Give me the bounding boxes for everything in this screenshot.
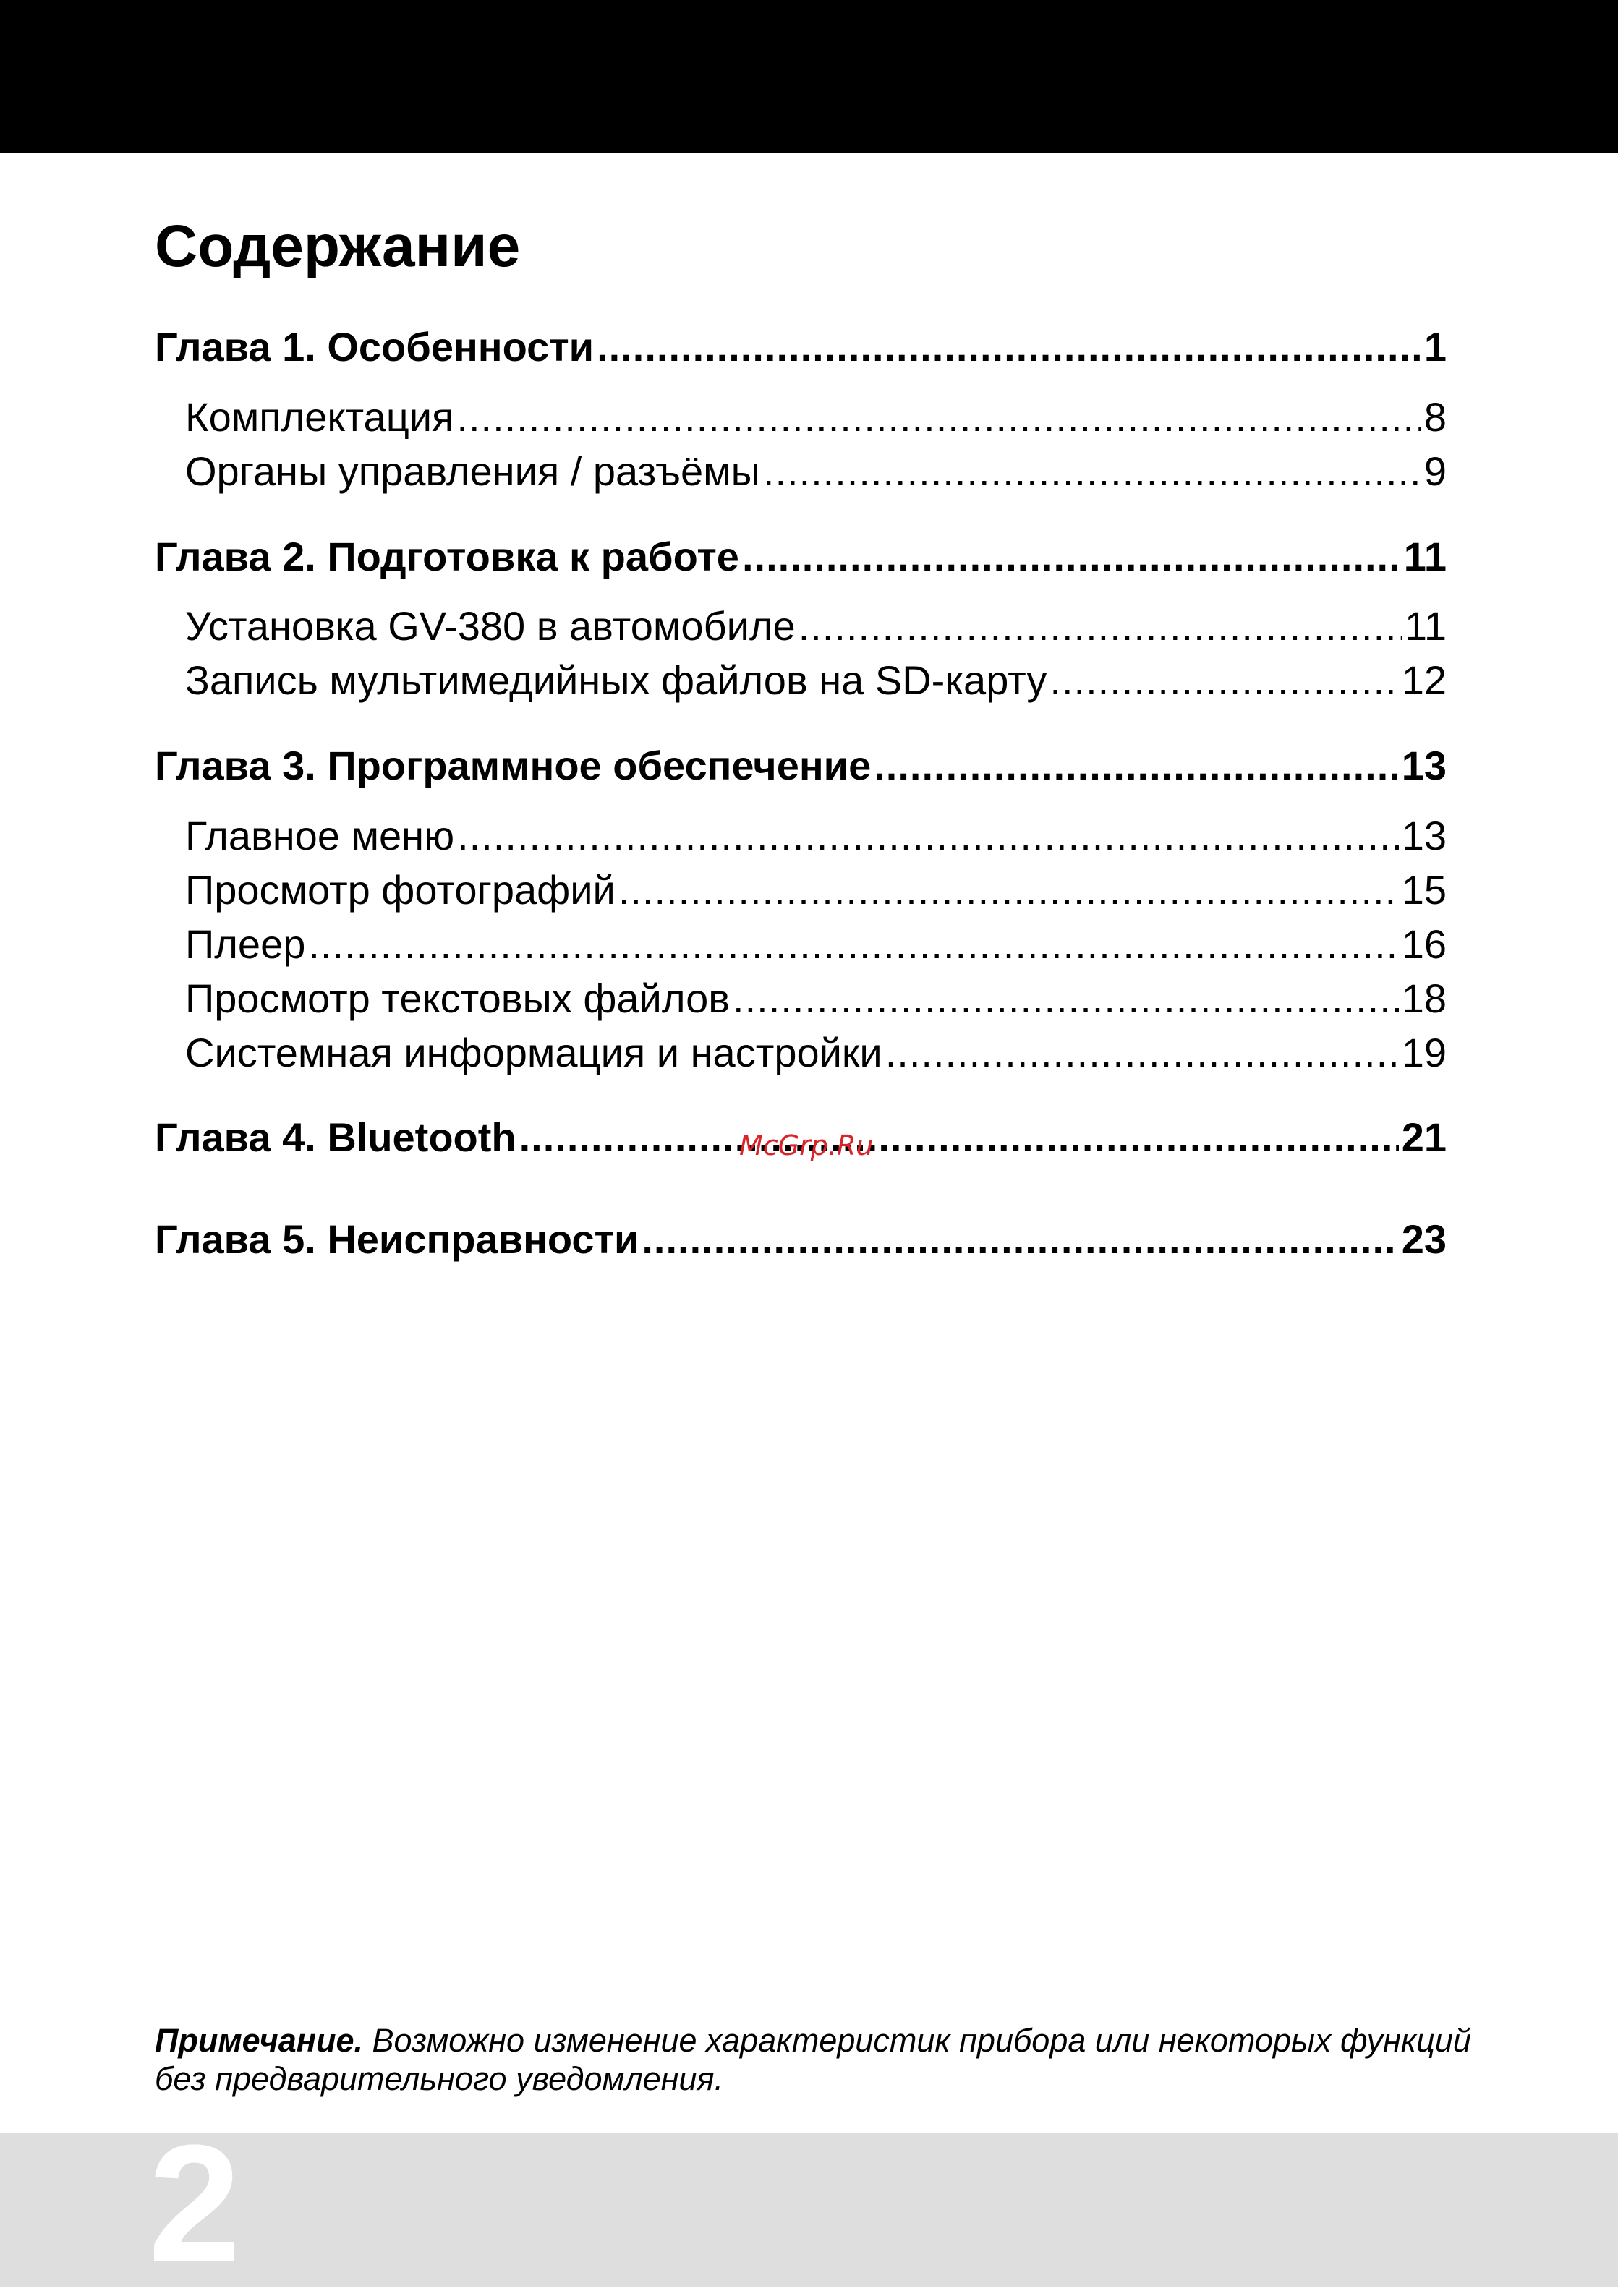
toc-entry-page: 18 — [1401, 976, 1447, 1021]
toc-section-text-files[interactable] — [185, 973, 1447, 1025]
dot-leader — [308, 918, 1398, 970]
toc-entry-label: Плеер — [185, 921, 306, 967]
toc-entry-page: 16 — [1401, 921, 1447, 967]
toc-entry-label: Установка GV-380 в автомобиле — [185, 603, 796, 649]
toc-chapter-3[interactable] — [155, 740, 1447, 792]
toc-section-install[interactable] — [185, 600, 1447, 652]
dot-leader — [597, 321, 1421, 373]
toc-entry-label: Глава 2. Подготовка к работе — [155, 534, 739, 579]
toc-entry-label: Глава 1. Особенности — [155, 324, 595, 370]
toc-chapter-5[interactable] — [155, 1213, 1447, 1266]
toc-entry-page: 12 — [1401, 657, 1447, 703]
toc-entry-page: 11 — [1403, 534, 1447, 579]
dot-leader — [874, 740, 1398, 792]
dot-leader — [457, 810, 1399, 862]
toc-chapter-2[interactable] — [155, 531, 1447, 583]
footer-bar — [0, 2133, 1618, 2287]
dot-leader — [799, 600, 1402, 652]
toc-entry-label: Просмотр текстовых файлов — [185, 976, 731, 1021]
toc-entry-label: Глава 3. Программное обеспечение — [155, 743, 872, 788]
dot-leader — [618, 864, 1399, 916]
toc-entry-page: 19 — [1401, 1030, 1447, 1075]
page-title: Содержание — [155, 213, 521, 279]
toc-entry-page: 9 — [1423, 448, 1447, 494]
toc-entry-page: 23 — [1401, 1216, 1447, 1262]
toc-section-sd-card[interactable] — [185, 654, 1447, 707]
note-label: Примечание. — [155, 2022, 363, 2059]
footnote — [155, 2021, 1471, 2098]
dot-leader — [456, 391, 1421, 443]
toc-section-main-menu[interactable] — [185, 810, 1447, 862]
dot-leader — [519, 1111, 1399, 1164]
toc-entry-label: Главное меню — [185, 813, 455, 858]
toc-section-photos[interactable] — [185, 864, 1447, 916]
toc-section-player[interactable] — [185, 918, 1447, 970]
toc-entry-page: 8 — [1423, 394, 1447, 440]
toc-section-package[interactable] — [185, 391, 1447, 443]
toc-entry-page: 1 — [1423, 324, 1447, 370]
toc-section-controls[interactable] — [185, 445, 1447, 498]
toc-entry-page: 13 — [1401, 813, 1447, 858]
toc-section-system-info[interactable] — [185, 1027, 1447, 1079]
toc-chapter-1[interactable] — [155, 321, 1447, 373]
watermark: McGrp.Ru — [739, 1130, 874, 1161]
note-text: Возможно изменение характеристик прибора или некоторых функций без предварительного уведомления. — [155, 2022, 1471, 2097]
toc-entry-label: Системная информация и настройки — [185, 1030, 882, 1075]
toc-entry-page: 11 — [1404, 603, 1447, 649]
dot-leader — [763, 445, 1421, 498]
dot-leader — [733, 973, 1399, 1025]
dot-leader — [742, 531, 1401, 583]
toc-entry-page: 13 — [1401, 743, 1447, 788]
toc-entry-label: Глава 4. Bluetooth — [155, 1114, 516, 1160]
page-number: 2 — [148, 2110, 241, 2296]
toc-entry-page: 15 — [1401, 867, 1447, 913]
dot-leader — [885, 1027, 1399, 1079]
dot-leader — [1049, 654, 1398, 707]
toc-entry-label: Органы управления / разъёмы — [185, 448, 760, 494]
toc-entry-label: Запись мультимедийных файлов на SD-карту — [185, 657, 1047, 703]
toc-entry-label: Глава 5. Неисправности — [155, 1216, 639, 1262]
dot-leader — [642, 1213, 1398, 1266]
toc-entry-page: 21 — [1401, 1114, 1447, 1160]
toc-entry-label: Комплектация — [185, 394, 454, 440]
toc-entry-label: Просмотр фотографий — [185, 867, 616, 913]
